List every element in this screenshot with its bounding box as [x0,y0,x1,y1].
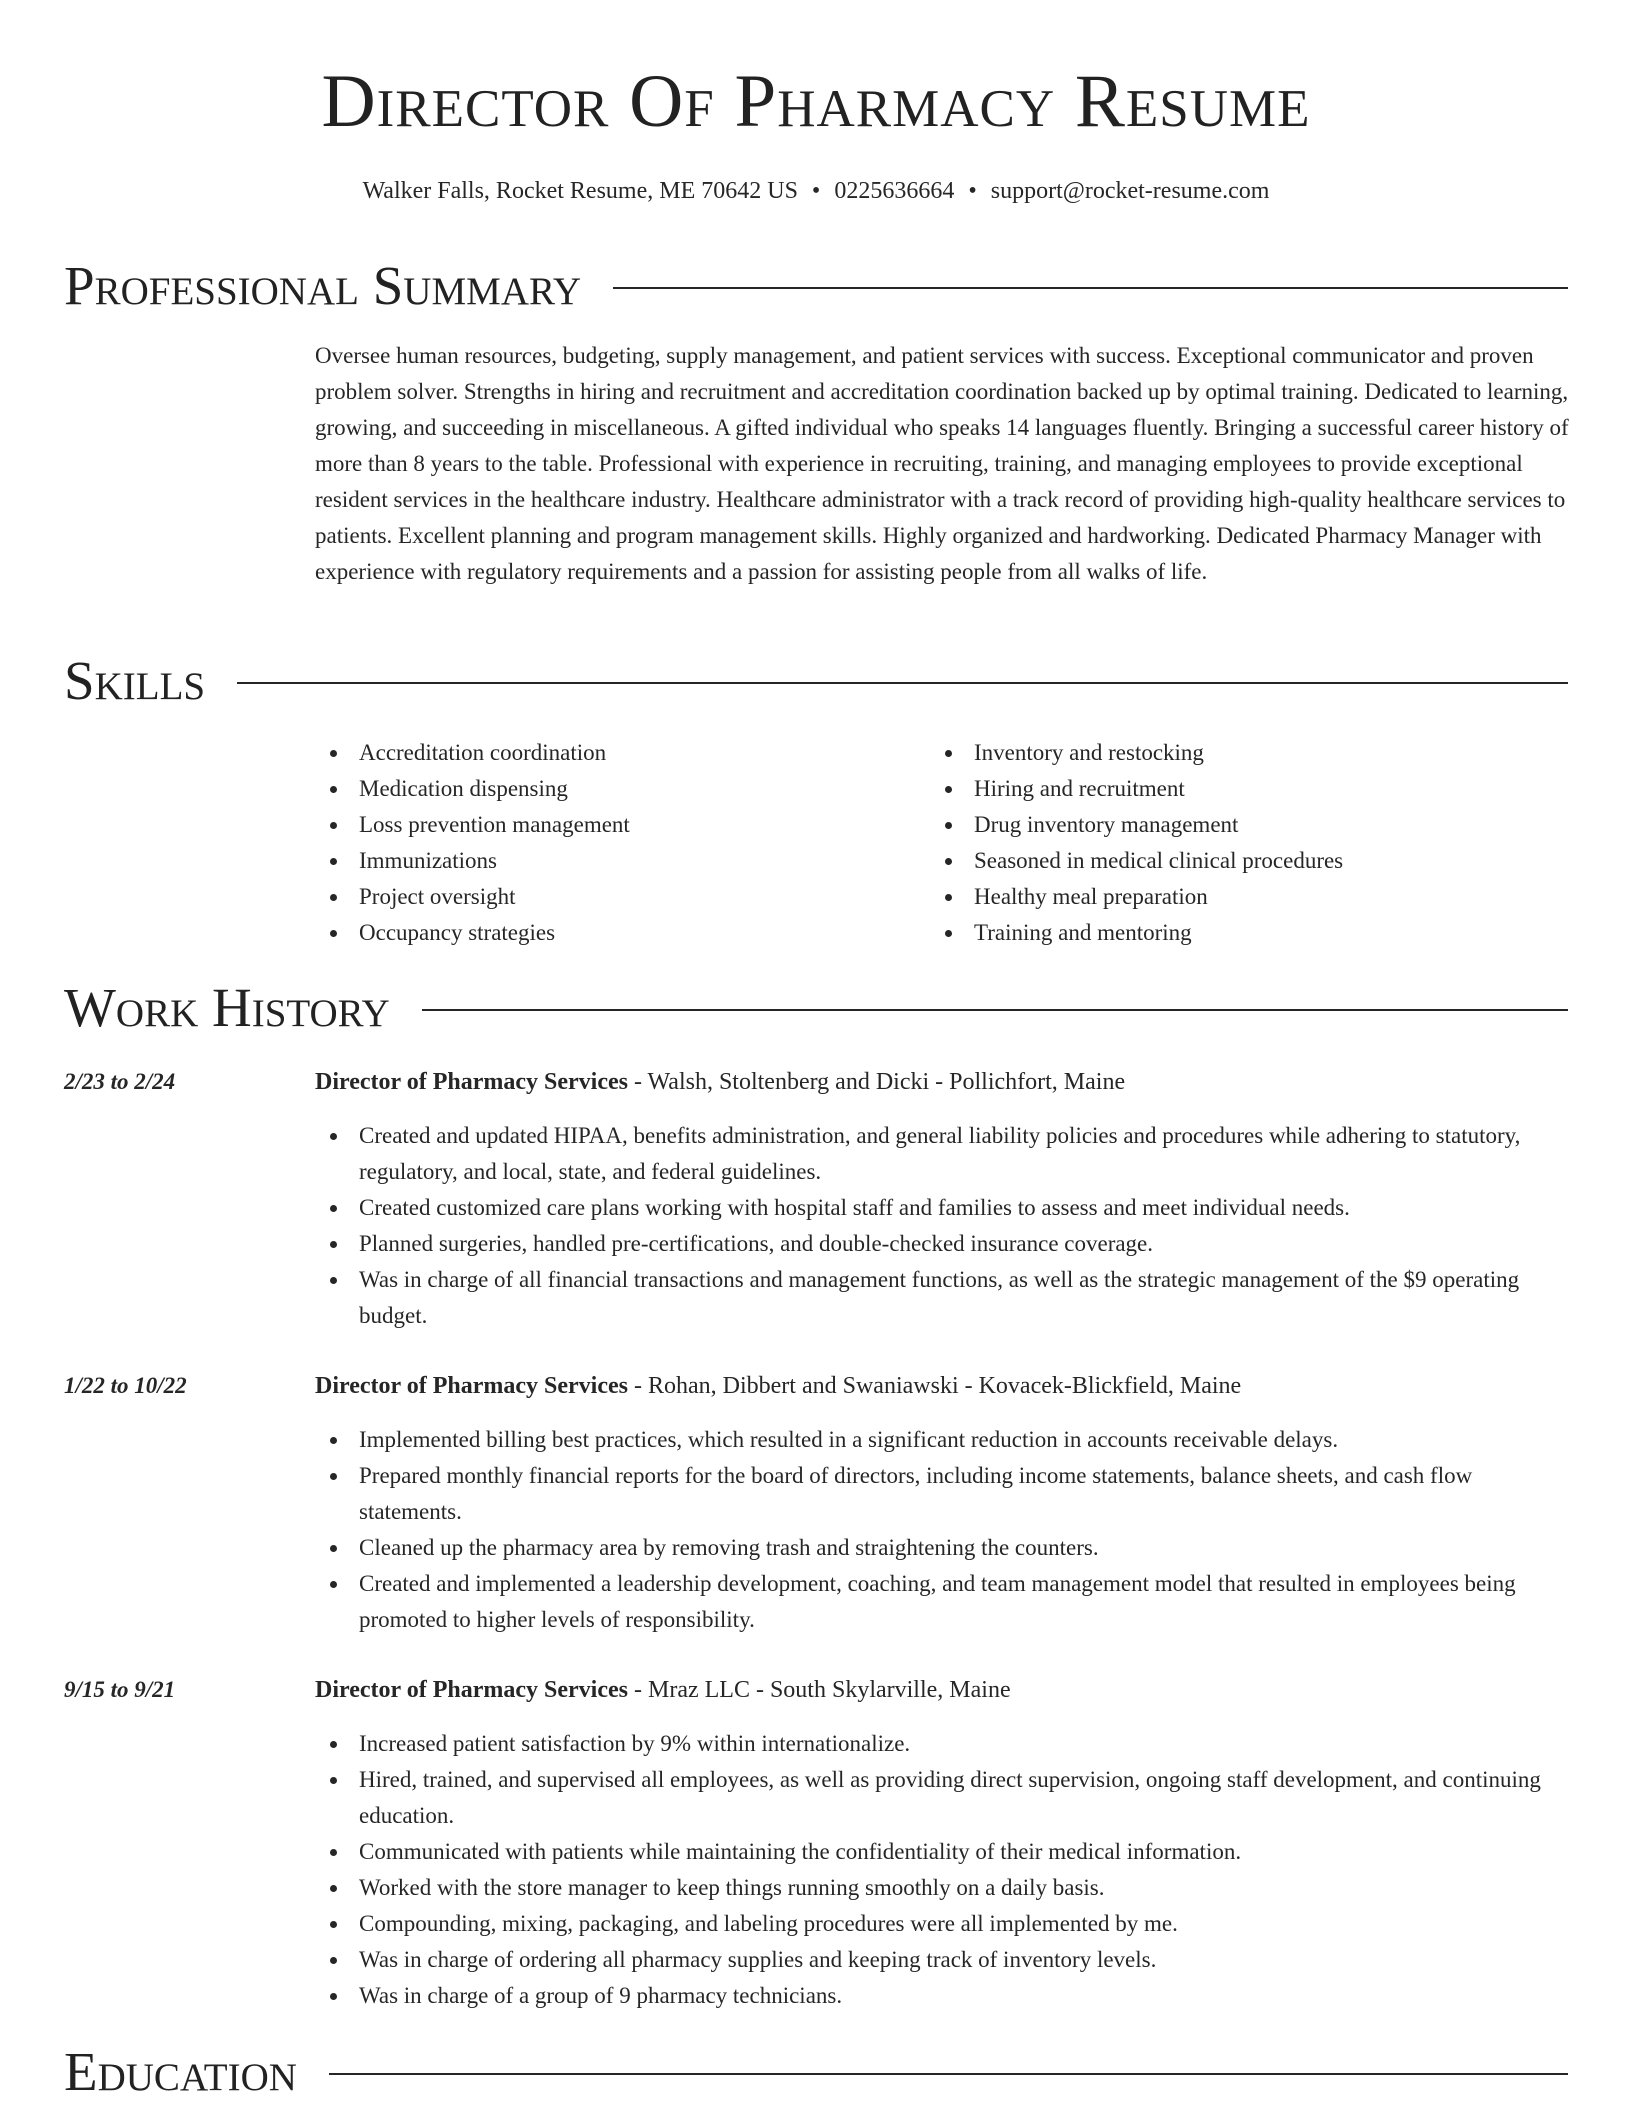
job-bullet-item: Was in charge of all financial transactions and management functions, as well as the strategic management of the $9 operating budget. [315,1262,1575,1334]
skill-item: Inventory and restocking [930,735,1530,771]
job-bullets [315,1422,1575,1638]
skill-item: Project oversight [315,879,915,915]
job-employer: - Walsh, Stoltenberg and Dicki - Pollichfort, Maine [628,1069,1126,1095]
skill-item: Immunizations [315,843,915,879]
skills-list-right [930,735,1530,951]
job-bullet-item: Compounding, mixing, packaging, and labeling procedures were all implemented by me. [315,1906,1575,1942]
skills-heading [64,651,1568,711]
job-bullet-list [315,1118,1575,1334]
job-bullet-item: Worked with the store manager to keep things running smoothly on a daily basis. [315,1870,1575,1906]
job-bullet-list [315,1726,1575,2014]
job-dates: 9/15 to 9/21 [64,1677,176,1702]
job-bullet-item: Hired, trained, and supervised all employees, as well as providing direct supervision, ongoing staff development, and continuing education. [315,1762,1575,1834]
skills-column-right [930,735,1530,951]
job-heading [315,1368,1241,1404]
skill-item: Hiring and recruitment [930,771,1530,807]
contact-email: support@rocket-resume.com [990,178,1270,204]
skills-list-left [315,735,915,951]
job-bullet-item: Prepared monthly financial reports for the board of directors, including income statements, balance sheets, and cash flow statements. [315,1458,1575,1530]
section-divider [613,287,1568,289]
section-divider [237,682,1568,684]
job-role: Director of Pharmacy Services [315,1069,628,1095]
job-bullet-list [315,1422,1575,1638]
skill-item: Seasoned in medical clinical procedures [930,843,1530,879]
summary-text: Oversee human resources, budgeting, supply management, and patient services with success. Exceptional communicator and proven problem solver. Strengths in hiring and recruitment and accreditation coordination backed up by optimal training. Dedicated to learning, growing, and succeeding in miscellaneous. A gifted individual who speaks 14 languages fluently. Bringing a successful career history of more than 8 years to the table. Professional with experience in recruiting, training, and managing employees to provide exceptional resident services in the healthcare industry. Healthcare administrator with a track record of providing high-quality healthcare services to patients. Excellent planning and program management skills. Highly organized and hardworking. Dedicated Pharmacy Manager with experience with regulatory requirements and a passion for assisting people from all walks of life. [315,343,1569,584]
skill-item: Loss prevention management [315,807,915,843]
job-employer: - Mraz LLC - South Skylarville, Maine [628,1677,1011,1703]
summary-heading [64,256,1568,316]
job-bullet-item: Was in charge of a group of 9 pharmacy technicians. [315,1978,1575,2014]
job-bullet-item: Increased patient satisfaction by 9% within internationalize. [315,1726,1575,1762]
job-dates: 2/23 to 2/24 [64,1069,176,1094]
job-bullet-item: Created customized care plans working with hospital staff and families to assess and meet individual needs. [315,1190,1575,1226]
job-role: Director of Pharmacy Services [315,1677,628,1703]
contact-phone: 0225636664 [834,178,955,204]
section-divider [422,1009,1568,1011]
work-history-heading [64,978,1568,1038]
skill-item: Training and mentoring [930,915,1530,951]
job-bullets [315,1118,1575,1334]
skill-item: Drug inventory management [930,807,1530,843]
summary-heading-label: Professional Summary [64,255,582,316]
job-bullet-item: Created and updated HIPAA, benefits administration, and general liability policies and procedures while adhering to statutory, regulatory, and local, state, and federal guidelines. [315,1118,1575,1190]
job-bullet-item: Communicated with patients while maintaining the confidentiality of their medical information. [315,1834,1575,1870]
job-dates: 1/22 to 10/22 [64,1373,187,1398]
resume-title: Director Of Pharmacy Resume [321,60,1311,143]
contact-separator: • [968,178,977,204]
skill-item: Medication dispensing [315,771,915,807]
job-bullet-item: Cleaned up the pharmacy area by removing trash and straightening the counters. [315,1530,1575,1566]
contact-address: Walker Falls, Rocket Resume, ME 70642 US [362,178,798,204]
section-divider [329,2073,1568,2075]
contact-separator: • [811,178,821,204]
work-history-heading-label: Work History [64,977,390,1038]
skills-column-left [315,735,915,951]
skill-item: Occupancy strategies [315,915,915,951]
job-bullet-item: Was in charge of ordering all pharmacy supplies and keeping track of inventory levels. [315,1942,1575,1978]
job-bullet-item: Implemented billing best practices, which resulted in a significant reduction in accounts receivable delays. [315,1422,1575,1458]
skills-heading-label: Skills [64,650,206,711]
job-employer: - Rohan, Dibbert and Swaniawski - Kovacek-Blickfield, Maine [628,1373,1242,1399]
education-heading [64,2042,1568,2102]
job-heading [315,1672,1011,1708]
skill-item: Accreditation coordination [315,735,915,771]
education-heading-label: Education [64,2041,297,2102]
job-bullet-item: Created and implemented a leadership development, coaching, and team management model that resulted in employees being promoted to higher levels of responsibility. [315,1566,1575,1638]
job-bullet-item: Planned surgeries, handled pre-certifications, and double-checked insurance coverage. [315,1226,1575,1262]
job-heading [315,1064,1125,1100]
job-bullets [315,1726,1575,2014]
skill-item: Healthy meal preparation [930,879,1530,915]
contact-line [0,174,1632,208]
job-role: Director of Pharmacy Services [315,1373,628,1399]
